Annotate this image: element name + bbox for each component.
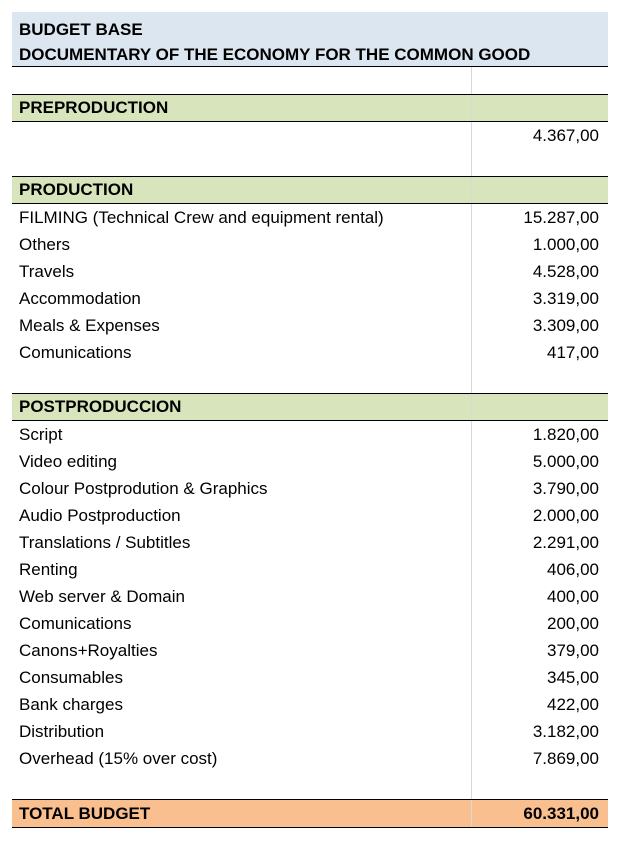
section-label: PREPRODUCTION [19,98,169,117]
line-label: Web server & Domain [19,587,185,606]
budget-line [12,664,608,691]
line-label: Audio Postproduction [19,506,181,525]
line-amount: 1.820,00 [532,425,599,444]
line-label: Distribution [19,722,105,741]
line-amount: 379,00 [547,641,599,660]
line-amount: 15.287,00 [523,208,599,227]
spacer-row [12,772,608,799]
line-label: Video editing [19,452,117,471]
budget-line [12,583,608,610]
line-amount: 3.309,00 [532,316,599,335]
line-amount: 417,00 [547,343,599,362]
line-amount: 406,00 [547,560,599,579]
line-label: FILMING (Technical Crew and equipment rental) [19,208,384,227]
postproduction-items [12,421,608,772]
line-amount: 3.182,00 [532,722,599,741]
spacer-row [12,67,608,94]
line-label: Translations / Subtitles [19,533,191,552]
line-label: Renting [19,560,78,579]
budget-line [12,610,608,637]
budget-line [12,421,608,448]
budget-line [12,691,608,718]
line-label: Script [19,425,63,444]
line-label: Meals & Expenses [19,316,160,335]
line-amount: 400,00 [547,587,599,606]
line-amount: 4.528,00 [532,262,599,281]
budget-line [12,502,608,529]
preproduction-amount-row [12,122,608,149]
line-amount: 2.291,00 [532,533,599,552]
line-amount: 422,00 [547,695,599,714]
budget-line [12,258,608,285]
line-amount: 345,00 [547,668,599,687]
budget-line [12,285,608,312]
budget-line [12,475,608,502]
budget-line [12,529,608,556]
section-header-postproduccion [12,393,608,421]
preproduction-amount: 4.367,00 [532,126,599,145]
section-label: PRODUCTION [19,180,134,199]
line-amount: 5.000,00 [532,452,599,471]
line-amount: 1.000,00 [532,235,599,254]
total-label: TOTAL BUDGET [19,804,151,823]
section-header-production [12,176,608,204]
title-line-1: BUDGET BASE [19,20,143,39]
title-block [12,12,608,67]
line-label: Colour Postprodution & Graphics [19,479,268,498]
title-line-2: DOCUMENTARY OF THE ECONOMY FOR THE COMMON GOOD [19,45,531,64]
line-amount: 200,00 [547,614,599,633]
line-label: Consumables [19,668,123,687]
budget-line [12,312,608,339]
spacer-row [12,149,608,176]
line-label: Canons+Royalties [19,641,158,660]
line-label: Comunications [19,614,132,633]
production-items [12,204,608,366]
section-header-preproduction [12,94,608,122]
budget-line [12,637,608,664]
line-label: Accommodation [19,289,141,308]
line-label: Others [19,235,71,254]
section-label: POSTPRODUCCION [19,397,182,416]
total-budget-row [12,799,608,828]
budget-line [12,231,608,258]
line-label: Travels [19,262,75,281]
line-amount: 3.790,00 [532,479,599,498]
line-label: Bank charges [19,695,123,714]
total-amount: 60.331,00 [523,804,599,823]
line-amount: 7.869,00 [532,749,599,768]
budget-line [12,718,608,745]
line-label: Overhead (15% over cost) [19,749,218,768]
budget-line [12,448,608,475]
line-label: Comunications [19,343,132,362]
budget-line [12,556,608,583]
line-amount: 3.319,00 [532,289,599,308]
budget-line [12,339,608,366]
spacer-row [12,366,608,393]
budget-sheet [12,12,608,828]
budget-line [12,745,608,772]
line-amount: 2.000,00 [532,506,599,525]
budget-line [12,204,608,231]
